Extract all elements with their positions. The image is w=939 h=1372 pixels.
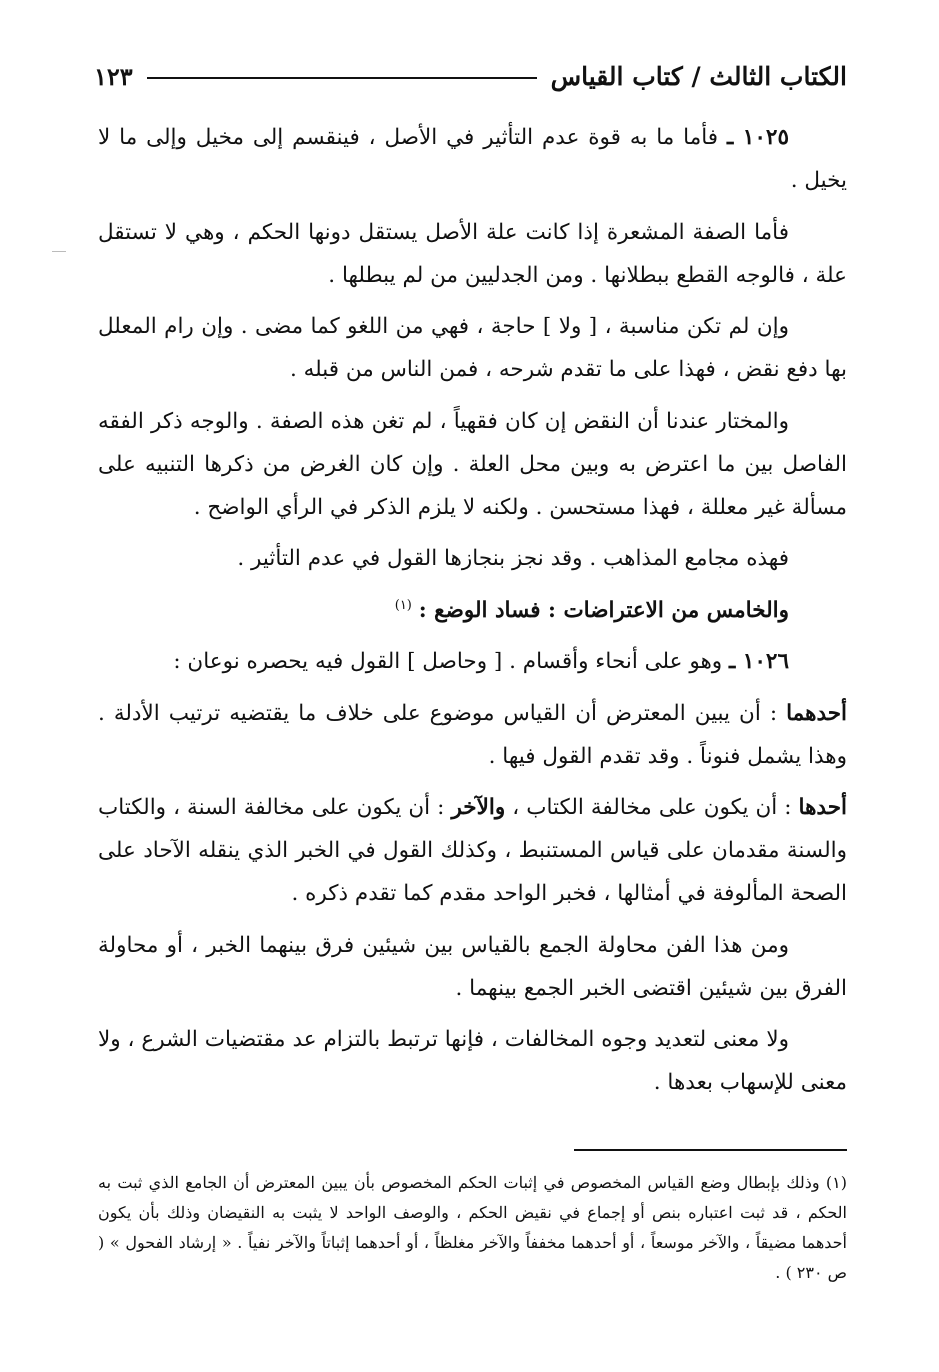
paragraph xyxy=(98,305,847,391)
paragraph-text: ومن هذا الفن محاولة الجمع بالقياس بين شيئين فرق بينهما الخبر ، أو محاولة الفرق بين شيئين اقتضى الخبر الجمع بينهما . xyxy=(98,932,847,1001)
paragraph-text: وهو على أنحاء وأقسام . [ وحاصل ] القول فيه يحصره نوعان : xyxy=(173,649,729,674)
paragraph-1026 xyxy=(98,640,847,683)
paragraph xyxy=(98,924,847,1010)
footnote-text: وذلك بإبطال وضع القياس المخصوص في إثبات الحكم المخصوص بأن يبين المعترض أن الجامع الذي ثبت به الحكم ، قد ثبت اعتباره بنص أو إجماع في نقيض الحكم ، والوصف الواحد لا يثبت به النقيضان وذلك بأن يكون أحدهما مضيقاً ، والآخر موسعاً ، أو أحدهما مخففاً والآخر مغلظاً ، أو أحدهما إثباتاً والآخر نفياً . « إرشاد الفحول » ( ص ٢٣٠ ) . xyxy=(98,1173,847,1282)
paragraph-text: ولا معنى لتعديد وجوه المخالفات ، فإنها ترتبط بالتزام عد مقتضيات الشرع ، ولا معنى للإسهاب بعدها . xyxy=(98,1027,847,1095)
paragraph-text: : أن يبين المعترض أن القياس موضوع على خلاف ما يقتضيه ترتيب الأدلة . وهذا يشمل فنوناً . وقد تقدم القول فيها . xyxy=(98,700,847,769)
lead-word: أحدهما xyxy=(786,700,847,726)
paragraph-text: والمختار عندنا أن النقض إن كان فقهياً ، لم تغن هذه الصفة . والوجه ذكر الفقه الفاصل بين ما اعترض به وبين محل العلة . وإن كان الغرض من ذكرها التنبيه على مسألة غير معللة ، فهذا مستحسن . ولكنه لا يلزم الذكر في الرأي الواضح . xyxy=(98,408,847,520)
lead-word: والآخر xyxy=(451,795,506,820)
margin-mark xyxy=(52,251,66,252)
section-heading-text: والخامس من الاعتراضات : فساد الوضع : xyxy=(418,597,789,623)
paragraph xyxy=(98,400,847,529)
paragraph xyxy=(98,1018,847,1104)
paragraph-text: وإن لم تكن مناسبة ، [ ولا ] حاجة ، فهي من اللغو كما مضى . وإن رام المعلل بها دفع نقض ، فهذا على ما تقدم شرحه ، فمن الناس من قبله . xyxy=(98,314,847,382)
section-heading xyxy=(98,589,847,632)
paragraph-number: ١٠٢٦ ـ xyxy=(729,649,789,674)
running-header xyxy=(94,56,847,96)
paragraph xyxy=(98,786,847,915)
main-text xyxy=(98,116,847,1113)
running-title: الكتاب الثالث / كتاب القياس xyxy=(550,61,847,91)
paragraph-1025 xyxy=(98,116,847,202)
page-number: ١٢٣ xyxy=(94,61,133,91)
paragraph-text: فهذه مجامع المذاهب . وقد نجز بنجازها القول في عدم التأثير . xyxy=(237,546,789,571)
footnote-reference[interactable]: (١) xyxy=(394,597,412,613)
header-rule xyxy=(147,77,537,79)
paragraph xyxy=(98,692,847,778)
lead-word: أحدها xyxy=(798,795,847,820)
paragraph xyxy=(98,211,847,297)
paragraph-text: فأما الصفة المشعرة إذا كانت علة الأصل يستقل دونها الحكم ، وهي لا تستقل علة ، فالوجه القطع ببطلانها . ومن الجدليين من لم يبطلها . xyxy=(98,219,847,288)
paragraph-number: ١٠٢٥ ـ xyxy=(726,125,789,150)
paragraph-text: : أن يكون على مخالفة السنة ، والكتاب والسنة مقدمان على قياس المستنبط ، وكذلك القول في الخبر الذي ينقله الآحاد على الصحة المألوفة في أمثالها ، فخبر الواحد مقدم كما تقدم ذكره . xyxy=(98,795,847,906)
paragraph-text: فأما ما به قوة عدم التأثير في الأصل ، فينقسم إلى مخيل وإلى ما لا يخيل . xyxy=(98,125,847,193)
footnote-marker: (١) xyxy=(825,1173,847,1192)
footnotes xyxy=(98,1168,847,1288)
paragraph xyxy=(98,537,847,580)
footnote-1 xyxy=(98,1168,847,1288)
footnote-rule xyxy=(574,1149,847,1151)
paragraph-text: : أن يكون على مخالفة الكتاب ، xyxy=(505,795,799,820)
